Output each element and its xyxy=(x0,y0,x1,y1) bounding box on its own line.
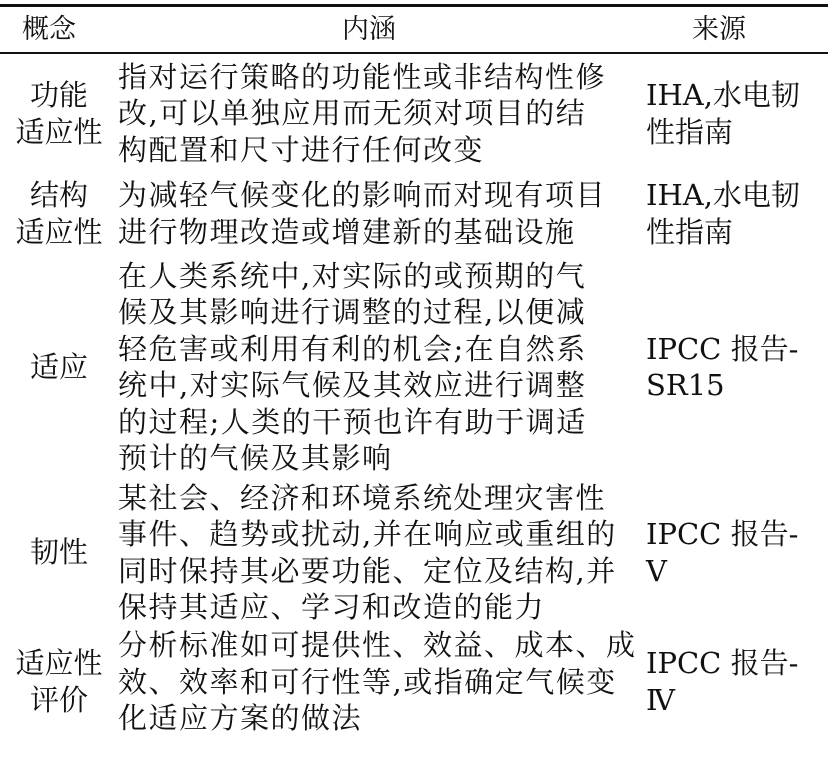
concept-line: 评价 xyxy=(29,682,88,717)
table-row xyxy=(0,256,828,478)
header-row xyxy=(0,7,828,52)
content-line: 指对运行策略的功能性或非结构性修 xyxy=(118,59,607,94)
content-line: 事件、趋势或扰动,并在响应或重组的 xyxy=(118,517,617,551)
source-line: IHA,水电韧 xyxy=(646,178,800,212)
concept-line: 适应性 xyxy=(15,114,103,149)
table-row xyxy=(0,171,828,256)
table-row xyxy=(0,52,828,171)
content-line: 保持其适应、学习和改造的能力 xyxy=(118,590,546,624)
concept-line: 适应性 xyxy=(15,214,103,249)
content-cell xyxy=(118,478,646,627)
content-line: 在人类系统中,对实际的或预期的气 xyxy=(118,258,587,293)
source-line: IPCC 报告- xyxy=(646,517,799,551)
concept-line: 韧性 xyxy=(29,535,88,570)
content-line: 改,可以单独应用而无须对项目的结 xyxy=(118,96,587,131)
content-cell xyxy=(118,256,646,478)
source-line: 性指南 xyxy=(646,114,734,149)
source-cell xyxy=(646,52,828,171)
content-line: 候及其影响进行调整的过程,以便减 xyxy=(118,295,587,329)
source-line: Ⅴ xyxy=(646,553,667,588)
source-line: 性指南 xyxy=(646,214,734,249)
concept-cell xyxy=(0,627,118,737)
source-cell xyxy=(646,478,828,627)
source-line: Ⅳ xyxy=(646,682,675,717)
concept-cell xyxy=(0,52,118,171)
concept-line: 适应性 xyxy=(15,646,103,681)
concept-cell xyxy=(0,256,118,478)
table-body xyxy=(0,52,828,737)
source-cell xyxy=(646,627,828,737)
concept-cell xyxy=(0,171,118,256)
source-line: IPCC 报告- xyxy=(646,331,799,366)
content-line: 同时保持其必要功能、定位及结构,并 xyxy=(118,553,617,588)
concept-line: 结构 xyxy=(29,178,88,212)
source-line: IHA,水电韧 xyxy=(646,78,800,112)
source-cell xyxy=(646,256,828,478)
content-line: 进行物理改造或增建新的基础设施 xyxy=(118,214,576,249)
table-row xyxy=(0,478,828,627)
source-cell xyxy=(646,171,828,256)
content-line: 化适应方案的做法 xyxy=(118,701,363,735)
source-line: SR15 xyxy=(646,368,725,402)
content-line: 为减轻气候变化的影响而对现有项目 xyxy=(118,178,607,212)
header-content: 内涵 xyxy=(342,14,396,45)
concept-line: 适应 xyxy=(29,349,88,384)
content-line: 效、效率和可行性等,或指确定气候变 xyxy=(118,664,617,699)
concept-cell xyxy=(0,478,118,627)
content-line: 轻危害或利用有利的机会;在自然系 xyxy=(118,331,587,366)
table-header xyxy=(0,7,828,52)
header-concept: 概念 xyxy=(22,14,76,45)
content-line: 预计的气候及其影响 xyxy=(118,441,393,475)
content-line: 的过程;人类的干预也许有助于调适 xyxy=(118,404,587,439)
content-cell xyxy=(118,627,646,737)
content-cell xyxy=(118,52,646,171)
content-line: 某社会、经济和环境系统处理灾害性 xyxy=(118,480,607,515)
table-row xyxy=(0,627,828,737)
content-line: 统中,对实际气候及其效应进行调整 xyxy=(118,368,587,402)
header-source: 来源 xyxy=(692,14,746,45)
concept-line: 功能 xyxy=(29,78,88,112)
source-line: IPCC 报告- xyxy=(646,646,799,681)
content-cell xyxy=(118,171,646,256)
content-line: 分析标准如可提供性、效益、成本、成 xyxy=(118,628,637,662)
concept-table xyxy=(0,7,828,737)
content-line: 构配置和尺寸进行任何改变 xyxy=(118,132,485,167)
